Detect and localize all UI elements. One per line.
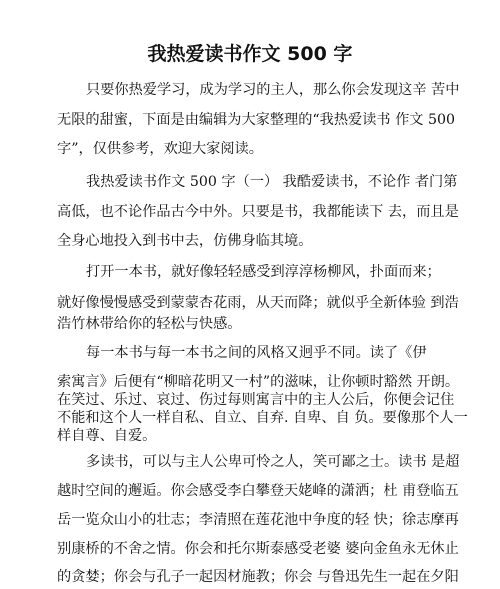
paragraph-line: 岳一览众山小的壮志；李清照在莲花池中争度的轻 快；徐志摩再 — [57, 512, 459, 528]
paragraph-line: 多读书，可以与主人公卑可怜之人，笑可鄙之士。读书 是超 — [86, 454, 460, 470]
paragraph-line: 每一本书与每一本书之间的风格又迥乎不同。读了《伊 — [86, 345, 427, 361]
paragraph-line: 高低，也不论作品古今中外。只要是书，我都能读下 去，而且是 — [57, 204, 459, 220]
paragraph-line: 就好像慢慢感受到蒙蒙杏花雨，从天而降；就似乎全新体验 到浩 — [57, 295, 459, 311]
paragraph-line: 浩竹林带给你的轻松与快感。 — [57, 316, 242, 332]
document-title: 我热爱读书作文 500 字 — [147, 43, 353, 65]
paragraph-line: 字”，仅供参考，欢迎大家阅读。 — [57, 141, 263, 157]
paragraph-line: 越时空间的邂逅。你会感受李白攀登天姥峰的潇洒；杜 甫登临五 — [57, 483, 459, 499]
paragraph-line: 全身心地投入到书中去，仿佛身临其境。 — [57, 233, 313, 249]
paragraph-line: 别康桥的不舍之情。你会和托尔斯泰感受老婆 婆向金鱼永无休止 — [57, 541, 459, 557]
paragraph-line: 不能和这个人一样自私、自立、自弃. 自卑、自 负。要像那个人一 — [57, 410, 468, 426]
paragraph-line: 样自尊、自爱。 — [57, 428, 157, 444]
paragraph-line: 我热爱读书作文 500 字（一） 我酷爱读书，不论作 者门第 — [86, 174, 458, 190]
paragraph-line: 打开一本书，就好像轻轻感受到淳淳杨柳风，扑面而来； — [86, 264, 441, 280]
paragraph-line: 的贪婪；你会与孔子一起因材施教；你会 与鲁迅先生一起在夕阳 — [57, 569, 459, 585]
paragraph-line: 只要你热爱学习，成为学习的主人，那么你会发现这辛 苦中 — [86, 82, 460, 98]
paragraph-line: 无限的甜蜜，下面是由编辑为大家整理的“我热爱读书 作文 500 — [57, 112, 456, 128]
paragraph-line: 在笑过、乐过、哀过、伤过每则寓言中的主人公后，你便会记住 — [57, 392, 455, 408]
paragraph-line: 索寓言》后便有“柳暗花明又一村”的滋味，让你顿时豁然 开朗。 — [57, 374, 460, 390]
